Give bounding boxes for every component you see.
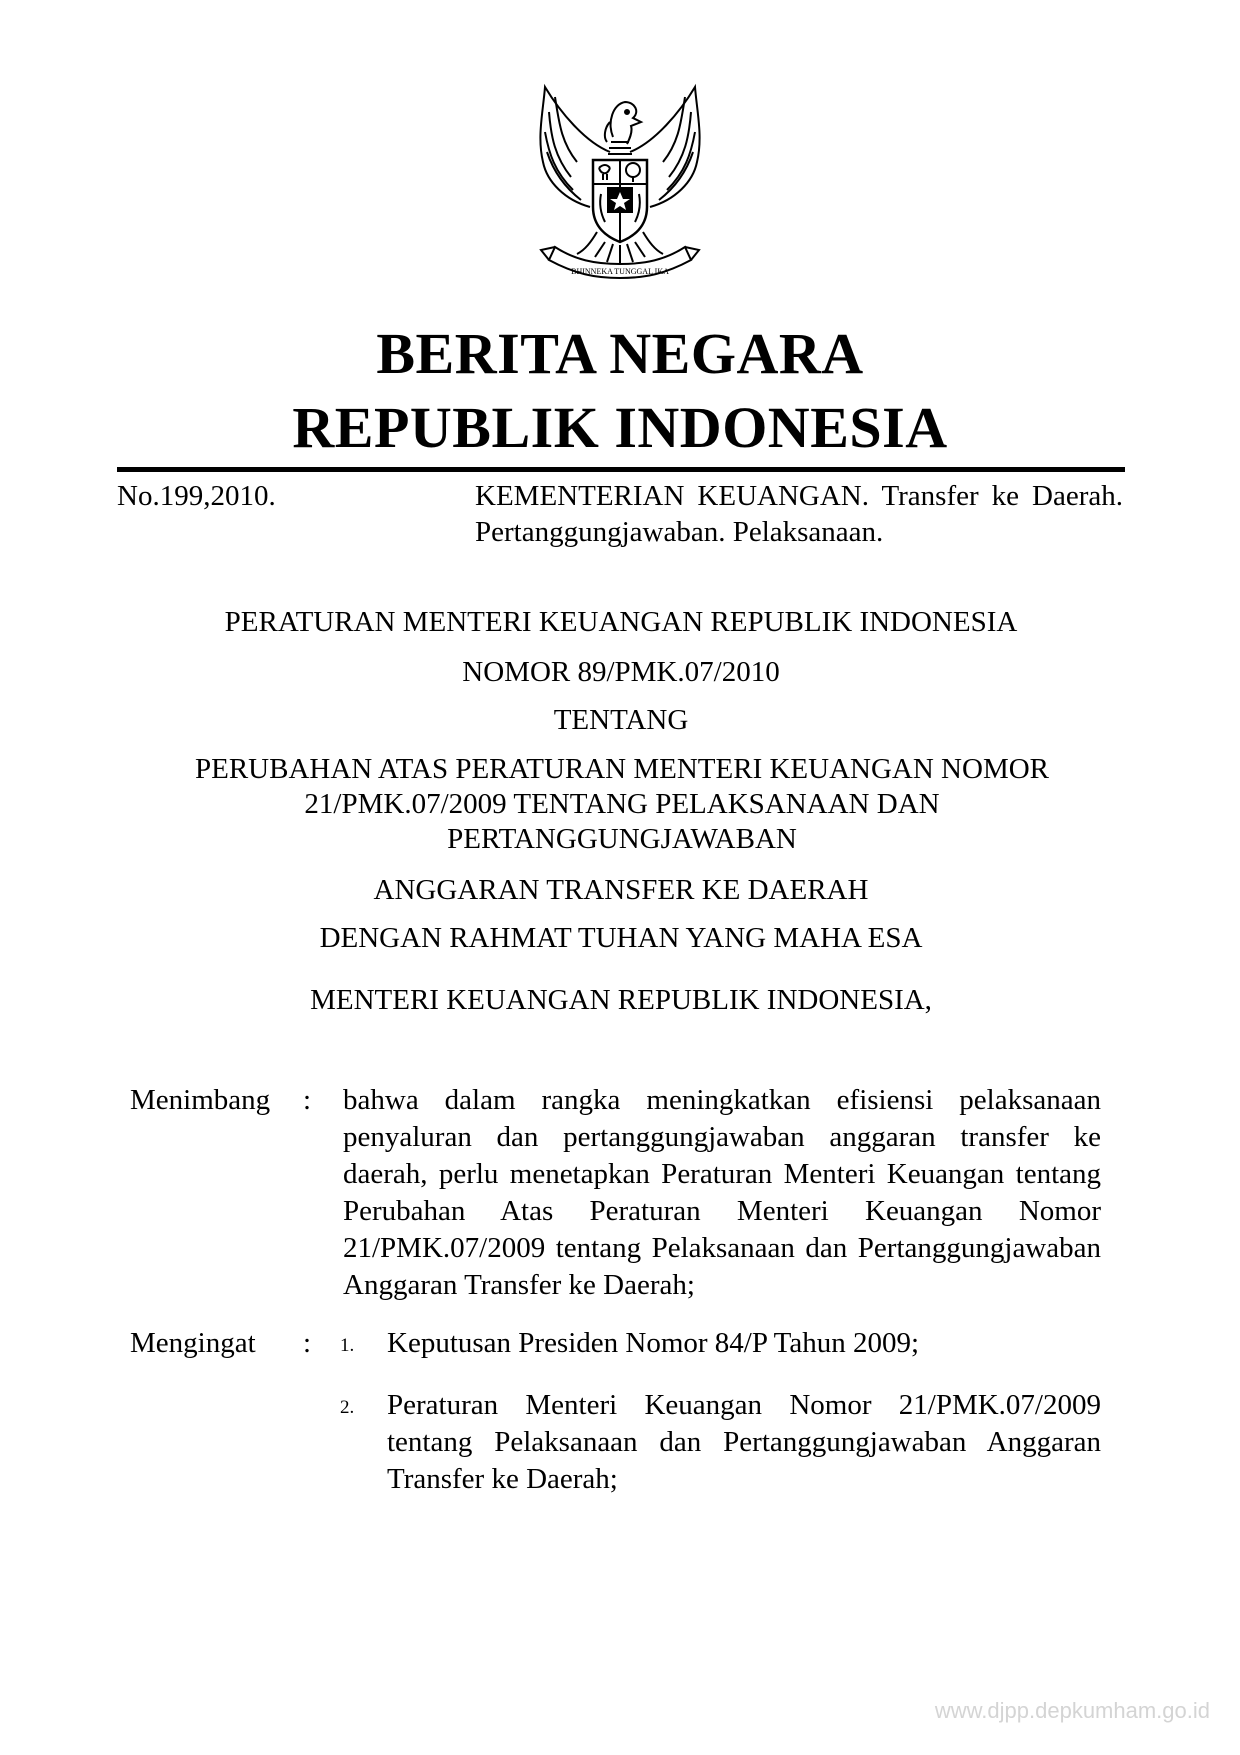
regulation-number: NOMOR 89/PMK.07/2010 [462, 656, 780, 688]
mengingat-item-number: 2. [340, 1397, 355, 1418]
mengingat-item-number: 1. [340, 1335, 355, 1356]
regulation-title: PERATURAN MENTERI KEUANGAN REPUBLIK INDONESIA [224, 606, 1018, 638]
invocation: DENGAN RAHMAT TUHAN YANG MAHA ESA [319, 922, 923, 954]
mengingat-colon: : [303, 1327, 312, 1359]
masthead-title-line1: BERITA NEGARA [376, 321, 864, 386]
issue-number: No.199,2010. [117, 480, 276, 512]
website-watermark: www.djpp.depkumham.go.id [934, 1698, 1210, 1723]
garuda-emblem-icon [515, 82, 725, 292]
emblem-motto-text: BHINNEKA TUNGGAL IKA [571, 267, 669, 276]
regulation-subject: PERUBAHAN ATAS PERATURAN MENTERI KEUANGAN NOMOR 21/PMK.07/2009 TENTANG PELAKSANAAN DAN PERTANGGUNGJAWABAN [194, 753, 1050, 855]
regulation-subject-cont: ANGGARAN TRANSFER KE DAERAH [373, 874, 869, 906]
mengingat-item-text: Peraturan Menteri Keuangan Nomor 21/PMK.07/2009 tentang Pelaksanaan dan Pertanggungjawaban Anggaran Transfer ke Daerah; [387, 1389, 1101, 1495]
issuing-authority: MENTERI KEUANGAN REPUBLIK INDONESIA, [310, 984, 932, 1016]
issue-description: KEMENTERIAN KEUANGAN. Transfer ke Daerah. Pertanggungjawaban. Pelaksanaan. [475, 480, 1123, 548]
mengingat-item-text: Keputusan Presiden Nomor 84/P Tahun 2009; [387, 1327, 920, 1359]
menimbang-label: Menimbang [130, 1084, 271, 1116]
menimbang-colon: : [303, 1084, 312, 1116]
mengingat-label: Mengingat [130, 1327, 256, 1359]
regulation-about: TENTANG [553, 704, 689, 736]
masthead-divider [117, 467, 1125, 472]
masthead-title-line2: REPUBLIK INDONESIA [292, 395, 948, 460]
menimbang-text: bahwa dalam rangka meningkatkan efisiensi pelaksanaan penyaluran dan pertanggungjawaban anggaran transfer ke daerah, perlu menetapkan Peraturan Menteri Keuangan tentang Perubahan Atas Peraturan Menteri Keuangan Nomor 21/PMK.07/2009 tentang Pelaksanaan dan Pertanggungjawaban Anggaran Transfer ke Daerah; [343, 1084, 1101, 1301]
